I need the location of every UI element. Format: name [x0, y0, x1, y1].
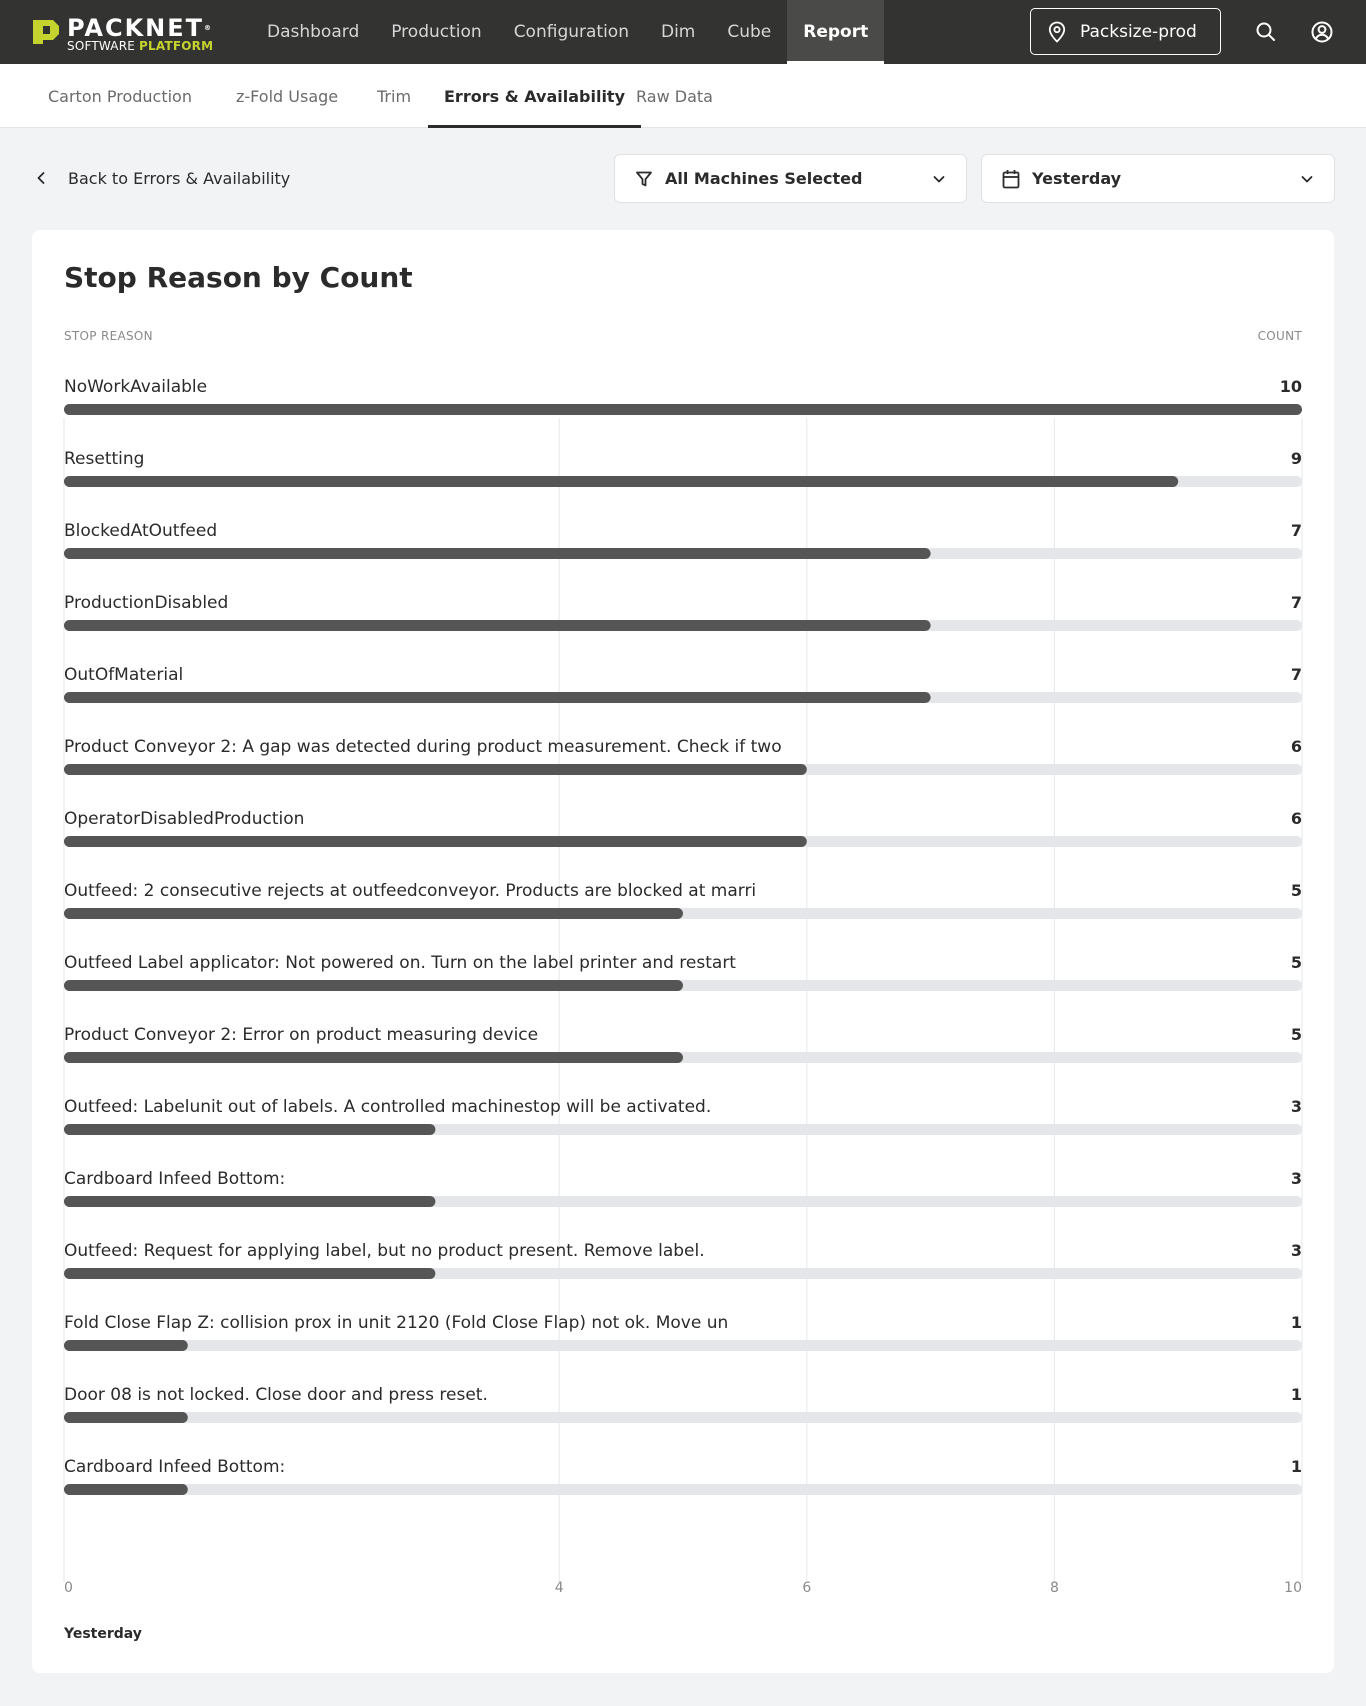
- stop-reason-count: 1: [1290, 1313, 1302, 1332]
- site-selector-button[interactable]: [1030, 8, 1221, 55]
- chart-period-label: Yesterday: [64, 1626, 142, 1642]
- bar[interactable]: [64, 548, 931, 559]
- top-bar: [0, 0, 1366, 64]
- chevron-down-icon: [1300, 172, 1314, 186]
- bar[interactable]: [64, 1052, 683, 1063]
- nav-item-production[interactable]: Production: [391, 22, 482, 42]
- tab-carton-production[interactable]: Carton Production: [48, 86, 192, 106]
- stop-reason-label: Product Conveyor 2: Error on product measuring device: [64, 1025, 539, 1045]
- bar[interactable]: [64, 620, 931, 631]
- stop-reason-count: 7: [1290, 665, 1302, 684]
- stop-reason-label: Outfeed: Labelunit out of labels. A controlled machinestop will be activated.: [64, 1097, 712, 1117]
- stop-reason-label: Resetting: [64, 449, 145, 469]
- filter-icon: [635, 170, 653, 188]
- bar-track: [64, 1340, 1302, 1351]
- stop-reason-label: Cardboard Infeed Bottom:: [64, 1457, 286, 1477]
- tab-trim[interactable]: Trim: [377, 86, 412, 106]
- bar[interactable]: [64, 1196, 435, 1207]
- stop-reason-label: Fold Close Flap Z: collision prox in unit 2120 (Fold Close Flap) not ok. Move un: [64, 1313, 729, 1333]
- bar[interactable]: [64, 908, 683, 919]
- chevron-down-icon: [932, 172, 946, 186]
- bar[interactable]: [64, 764, 807, 775]
- tab-raw-data[interactable]: Raw Data: [636, 86, 713, 106]
- bar[interactable]: [64, 692, 931, 703]
- machine-filter-dropdown[interactable]: [614, 154, 967, 203]
- x-tick-label: 6: [802, 1580, 812, 1596]
- nav-item-dashboard[interactable]: Dashboard: [267, 22, 360, 42]
- back-link-label: Back to Errors & Availability: [68, 168, 291, 188]
- nav-item-configuration[interactable]: Configuration: [513, 22, 629, 42]
- x-tick-label: 10: [1284, 1580, 1302, 1596]
- nav-item-dim[interactable]: Dim: [660, 22, 696, 42]
- date-range-dropdown[interactable]: [981, 154, 1335, 203]
- x-tick-label: 4: [554, 1580, 564, 1596]
- stop-reason-count: 3: [1290, 1241, 1302, 1260]
- stop-reason-count: 1: [1290, 1385, 1302, 1404]
- search-icon[interactable]: [1253, 19, 1279, 45]
- stop-reason-count: 5: [1290, 953, 1302, 972]
- stop-reason-label: Product Conveyor 2: A gap was detected during product measurement. Check if two: [64, 737, 782, 757]
- chevron-left-icon: [36, 170, 46, 186]
- bar[interactable]: [64, 836, 807, 847]
- stop-reason-count: 3: [1290, 1097, 1302, 1116]
- tab-errors-and-availability[interactable]: Errors & Availability: [428, 64, 641, 128]
- bar[interactable]: [64, 1268, 435, 1279]
- x-tick-label: 0: [64, 1580, 73, 1596]
- packnet-logo[interactable]: [31, 14, 231, 54]
- machine-filter-value: All Machines Selected: [665, 169, 863, 188]
- card-title: Stop Reason by Count: [64, 261, 413, 294]
- stop-reason-count: 5: [1290, 881, 1302, 900]
- stop-reason-count: 9: [1290, 449, 1302, 468]
- stop-reason-label: Outfeed: Request for applying label, but no product present. Remove label.: [64, 1241, 705, 1261]
- stop-reason-count: 6: [1290, 737, 1302, 756]
- bar[interactable]: [64, 1340, 188, 1351]
- bar[interactable]: [64, 1484, 188, 1495]
- stop-reason-count: 5: [1290, 1025, 1302, 1044]
- bar[interactable]: [64, 1124, 435, 1135]
- logo-subtitle: SOFTWARE PLATFORM: [67, 39, 214, 53]
- back-to-errors-link[interactable]: [36, 162, 290, 194]
- stop-reason-card: [32, 230, 1334, 1673]
- date-range-value: Yesterday: [1032, 169, 1122, 188]
- column-header-count: COUNT: [1257, 329, 1302, 343]
- stop-reason-count: 10: [1279, 377, 1302, 396]
- stop-reason-label: Cardboard Infeed Bottom:: [64, 1169, 286, 1189]
- main-nav: [251, 0, 884, 64]
- stop-reason-count: 1: [1290, 1457, 1302, 1476]
- user-circle-icon[interactable]: [1309, 19, 1335, 45]
- bar[interactable]: [64, 980, 683, 991]
- stop-reason-bar-chart: [32, 230, 1334, 1610]
- bar-track: [64, 1412, 1302, 1423]
- stop-reason-label: BlockedAtOutfeed: [64, 521, 218, 541]
- stop-reason-label: OperatorDisabledProduction: [64, 809, 305, 829]
- location-pin-icon: [1048, 21, 1066, 43]
- nav-item-cube[interactable]: Cube: [727, 22, 772, 42]
- nav-item-report[interactable]: Report: [787, 0, 884, 64]
- bar[interactable]: [64, 476, 1178, 487]
- stop-reason-label: Door 08 is not locked. Close door and press reset.: [64, 1385, 488, 1405]
- stop-reason-count: 6: [1290, 809, 1302, 828]
- stop-reason-label: OutOfMaterial: [64, 665, 184, 685]
- bar[interactable]: [64, 1412, 188, 1423]
- stop-reason-label: Outfeed: 2 consecutive rejects at outfeedconveyor. Products are blocked at marri: [64, 881, 757, 901]
- calendar-icon: [1002, 169, 1020, 189]
- stop-reason-label: ProductionDisabled: [64, 593, 229, 613]
- stop-reason-label: Outfeed Label applicator: Not powered on. Turn on the label printer and restart: [64, 953, 736, 973]
- stop-reason-label: NoWorkAvailable: [64, 377, 208, 397]
- stop-reason-count: 7: [1290, 521, 1302, 540]
- packnet-logo-mark-icon: [31, 18, 61, 46]
- bar-track: [64, 1484, 1302, 1495]
- x-tick-label: 8: [1049, 1580, 1059, 1596]
- bar[interactable]: [64, 404, 1302, 415]
- tab-z-fold-usage[interactable]: z-Fold Usage: [236, 86, 339, 106]
- site-selector-label: Packsize-prod: [1080, 21, 1197, 42]
- report-subtabs: [0, 64, 1366, 128]
- logo-wordmark: PACKNET®: [67, 14, 212, 42]
- stop-reason-count: 3: [1290, 1169, 1302, 1188]
- stop-reason-count: 7: [1290, 593, 1302, 612]
- column-header-stop-reason: STOP REASON: [64, 329, 153, 343]
